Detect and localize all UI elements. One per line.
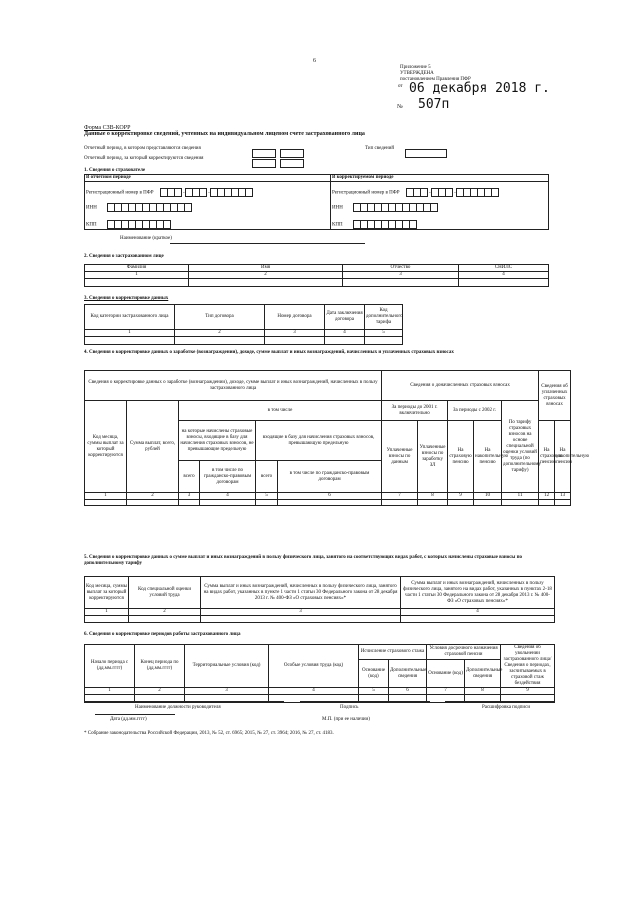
inn-label: ИНН [86, 205, 97, 211]
s2-cell[interactable] [85, 279, 189, 287]
s6-header-start: Начало периода с (дд.мм.гггг) [85, 645, 135, 688]
s2-num-4: 4 [459, 272, 549, 279]
s3-num-1: 1 [85, 330, 175, 337]
s4-group-mid: Сведения о доначисленных страховых взносах [382, 371, 539, 401]
s6-header-calc: Исчисление страхового стажа [359, 645, 427, 660]
s4-h-total: Сумма выплат, всего, рублей [127, 401, 179, 493]
s5-header-sum-2: Сумма выплат и иных вознаграждений, начисленных в пользу физического лица, занятого на видах работ, указанных в пунктах 2-18 части 1 статьи 30 Федерального закона от 28 декабря 2013 г. № 400-ФЗ «О страховых пенсиях»* [401, 577, 555, 609]
reg-number-corr-field-3[interactable] [457, 188, 499, 197]
approval-number: 507п [418, 97, 450, 112]
s3-cell[interactable] [325, 337, 365, 345]
s3-cell[interactable] [365, 337, 403, 345]
s4-h-gpd1: в том числе по гражданско-правовым договорам [200, 461, 256, 493]
decode-label: Расшифровка подписи [482, 705, 530, 710]
s2-num-3: 3 [343, 272, 459, 279]
s4-cell[interactable] [555, 500, 571, 506]
s3-cell[interactable] [175, 337, 265, 345]
s4-num-10: 10 [474, 493, 502, 500]
s4-h-gpd2: в том числе по гражданско-правовым договорам [278, 461, 382, 493]
s3-cell[interactable] [85, 337, 175, 345]
section2-title: 2. Сведения о застрахованном лице [84, 254, 164, 259]
position-label: Наименование должности руководителя [135, 705, 221, 710]
s3-num-5: 5 [365, 330, 403, 337]
s6-header-early: Условия досрочного назначения страховой пенсии [427, 645, 501, 660]
s3-header-contract-number: Номер договора [265, 305, 325, 330]
s2-num-1: 1 [85, 272, 189, 279]
s4-h-all: всего [179, 461, 200, 493]
s5-cell[interactable] [129, 616, 201, 623]
reg-number-corr-field[interactable] [407, 188, 428, 197]
s3-num-2: 2 [175, 330, 265, 337]
s3-header-tariff: Код дополнительного тарифа [365, 305, 403, 330]
reg-number-corr-field-2[interactable] [432, 188, 453, 197]
s4-num-7: 7 [382, 493, 418, 500]
s4-h-fund2: На накопительную пенсию [555, 421, 571, 493]
s4-group-left: Сведения о корректировке данных о заработке (вознаграждении), доходе, сумме выплат и иных вознаграждений, начисленных в пользу застрахованного лица [85, 371, 382, 401]
s2-header-patronymic: Отчество [343, 265, 459, 272]
s2-cell[interactable] [343, 279, 459, 287]
s4-num-8: 8 [418, 493, 448, 500]
reporting-period-label: Отчетный период, в котором представляются сведения [84, 146, 201, 151]
s3-cell[interactable] [265, 337, 325, 345]
s6-header-dismissal: Сведения об увольнении застрахованного лица/Сведения о периодах, засчитываемых в страховой стаж бездействия [501, 645, 555, 688]
s4-cell[interactable] [474, 500, 502, 506]
info-type-field[interactable] [405, 144, 447, 162]
reg-number-corr-label: Регистрационный номер в ПФР [332, 190, 400, 196]
s6-num-8: 8 [465, 688, 501, 695]
s4-num-3: 3 [179, 493, 200, 500]
section3-title: 3. Сведения о корректировке данных [84, 296, 169, 301]
s4-h-period2: За периоды с 2002 г. [448, 401, 502, 421]
s4-num-6: 6 [278, 493, 382, 500]
s4-cell[interactable] [278, 500, 382, 506]
reg-number-field[interactable] [161, 188, 182, 197]
s6-num-7: 7 [427, 688, 465, 695]
s6-header-special: Особые условия труда (код) [269, 645, 359, 688]
section4-title: 4. Сведения о корректировке данных о заработке (вознаграждении), доходе, сумме выплат и иных вознаграждений, начисленных и уплаченных страховых взносах [84, 350, 454, 355]
reg-number-field-3[interactable] [211, 188, 253, 197]
s3-header-category: Код категории застрахованного лица [85, 305, 175, 330]
s6-sub-basis: Основание (код) [359, 660, 389, 688]
s2-cell[interactable] [459, 279, 549, 287]
s4-cell[interactable] [127, 500, 179, 506]
s4-h-over: входящие в базу для начисления страховых взносов, превышающую предельную [256, 421, 382, 461]
section6-table [84, 644, 555, 703]
short-name-line[interactable] [170, 243, 365, 244]
s5-header-sum-1: Сумма выплат и иных вознаграждений, начисленных в пользу физического лица, занятого на видах работ, указанных в пункте 1 части 1 статьи 30 Федерального закона от 28 декабря 2013 г. № 400-ФЗ «О страховых пенсиях»* [201, 577, 401, 609]
s3-header-contract-date: Дата заключения договора [325, 305, 365, 330]
approval-line-1: Приложение 5 [400, 65, 431, 70]
s4-group-right: Сведения об уплаченных страховых взносах [539, 371, 571, 421]
s4-h-fund: На накопительную пенсию [474, 421, 502, 493]
s3-num-4: 4 [325, 330, 365, 337]
s5-header-code: Код специальной оценки условий труда [129, 577, 201, 609]
s4-h-month: Код месяца, суммы выплат за который корректируются [85, 401, 127, 493]
s4-cell[interactable] [539, 500, 555, 506]
stamp-label: М.П. (при ее наличии) [322, 717, 370, 722]
s4-cell[interactable] [418, 500, 448, 506]
s5-num-1: 1 [85, 609, 129, 616]
s4-num-5: 5 [256, 493, 278, 500]
decode-line[interactable] [445, 701, 555, 702]
approval-date-prefix: от [398, 84, 403, 89]
section1-table [84, 174, 549, 230]
s4-cell[interactable] [179, 500, 200, 506]
section4-table [84, 370, 590, 506]
footnote: * Собрание законодательства Российской Федерации, 2013, № 52, ст. 6965; 2015, № 27, ст. 3964; 2016, № 27, ст. 4183. [84, 731, 334, 736]
s4-cell[interactable] [256, 500, 278, 506]
s4-num-2: 2 [127, 493, 179, 500]
approval-line-2: УТВЕРЖДЕНА [400, 71, 434, 76]
s6-num-9: 9 [501, 688, 555, 695]
section1-title: 1. Сведения о страхователе [84, 168, 146, 173]
reg-number-label: Регистрационный номер в ПФР [86, 190, 154, 196]
s6-sub-extra: Дополнительные сведения [389, 660, 427, 688]
s2-num-2: 2 [189, 272, 343, 279]
s6-sub-basis-2: Основание (код) [427, 660, 465, 688]
corrected-period-label: Отчетный период, за который корректируются сведения [84, 156, 204, 161]
s6-header-territorial: Территориальные условия (код) [185, 645, 269, 688]
inn-field[interactable] [108, 203, 192, 212]
s4-h-pay2: Уплаченные взносы по заработку ЗЛ [418, 421, 448, 493]
section1-right-header: В корректируемом периоде [331, 175, 549, 182]
s4-cell[interactable] [502, 500, 539, 506]
s4-h-incl: в том числе [179, 401, 382, 421]
s4-h-base: на которые начислены страховые взносы, входящие в базу для начисления страховых взносов, не превышающие предельную [179, 421, 256, 461]
s5-num-3: 3 [201, 609, 401, 616]
s2-header-surname: Фамилия [85, 265, 189, 272]
date-line[interactable] [95, 714, 175, 715]
s6-num-2: 2 [135, 688, 185, 695]
s4-cell[interactable] [85, 500, 127, 506]
section1-left-cell: Регистрационный номер в ПФР - - ИНН КПП [85, 182, 331, 230]
s5-cell[interactable] [401, 616, 555, 623]
s4-num-9: 9 [448, 493, 474, 500]
s3-header-contract-type: Тип договора [175, 305, 265, 330]
section5-title: 5. Сведения о корректировке данных о сумме выплат и иных вознаграждений в пользу физического лица, занятого на соответствующих видах работ, с которых начислены страховые взносы по дополнительному тарифу [84, 555, 522, 566]
s4-h-dop: По тарифу страховых взносов на основе специальной оценки условий труда (по дополнительному тарифу) [502, 401, 539, 493]
page-number: 6 [313, 58, 316, 64]
section6-title: 6. Сведения о корректировке периодов работы застрахованного лица [84, 632, 241, 637]
corrected-period-field[interactable] [252, 154, 304, 172]
form-code: Форма СЗВ-КОРР [84, 125, 131, 131]
kpp-field[interactable] [108, 220, 171, 229]
approval-number-prefix: № [397, 104, 403, 110]
s4-num-1: 1 [85, 493, 127, 500]
section2-table [84, 264, 549, 287]
section3-table [84, 304, 403, 345]
position-line[interactable] [84, 701, 284, 702]
s2-header-snils: СНИЛС [459, 265, 549, 272]
s4-num-4: 4 [200, 493, 256, 500]
kpp-corr-field[interactable] [354, 220, 417, 229]
s5-num-2: 2 [129, 609, 201, 616]
s5-cell[interactable] [201, 616, 401, 623]
s4-cell[interactable] [448, 500, 474, 506]
section5-table [84, 576, 555, 623]
s3-num-3: 3 [265, 330, 325, 337]
s4-num-11: 11 [502, 493, 539, 500]
s4-cell[interactable] [200, 500, 256, 506]
s4-num-12: 12 [539, 493, 555, 500]
s6-num-4: 4 [269, 688, 359, 695]
s2-cell[interactable] [189, 279, 343, 287]
s2-header-name: Имя [189, 265, 343, 272]
sign-label: Подпись [340, 705, 359, 710]
signature-line[interactable] [300, 701, 430, 702]
s6-header-end: Конец периода по (дд.мм.гггг) [135, 645, 185, 688]
date-label: Дата (дд.мм.гггг) [110, 717, 147, 722]
s6-num-5: 5 [359, 688, 389, 695]
s4-h-ins2: На страховую пенсию [539, 421, 555, 493]
section1-right-cell: Регистрационный номер в ПФР - - ИНН КПП [331, 182, 549, 230]
reg-number-field-2[interactable] [186, 188, 207, 197]
approval-line-3: постановлением Правления ПФР [400, 77, 471, 82]
s4-h-ins: На страховую пенсию [448, 421, 474, 493]
inn-corr-field[interactable] [354, 203, 438, 212]
s5-header-month: Код месяца, суммы выплат за который корректируются [85, 577, 129, 609]
s6-sub-extra-2: Дополнительные сведения [465, 660, 501, 688]
s4-h-period1: За периоды до 2001 г. включительно [382, 401, 448, 421]
inn-corr-label: ИНН [332, 205, 343, 211]
s4-cell[interactable] [382, 500, 418, 506]
s6-num-6: 6 [389, 688, 427, 695]
s4-h-all-2: всего [256, 461, 278, 493]
kpp-label: КПП [86, 222, 97, 228]
section1-left-header: В отчетном периоде [85, 175, 331, 182]
s5-cell[interactable] [85, 616, 129, 623]
s5-num-4: 4 [401, 609, 555, 616]
s4-h-pay1: Уплаченные взносы по данным [382, 421, 418, 493]
approval-date: 06 декабря 2018 г. [409, 81, 550, 96]
form-title: Данные о корректировке сведений, учтенных на индивидуальном лицевом счете застрахованного лица [84, 131, 365, 137]
kpp-corr-label: КПП [332, 222, 343, 228]
short-name-label: Наименование (краткое) [120, 236, 172, 241]
s6-num-1: 1 [85, 688, 135, 695]
s6-num-3: 3 [185, 688, 269, 695]
info-type-label: Тип сведений [365, 146, 395, 151]
s4-num-13: 13 [555, 493, 571, 500]
